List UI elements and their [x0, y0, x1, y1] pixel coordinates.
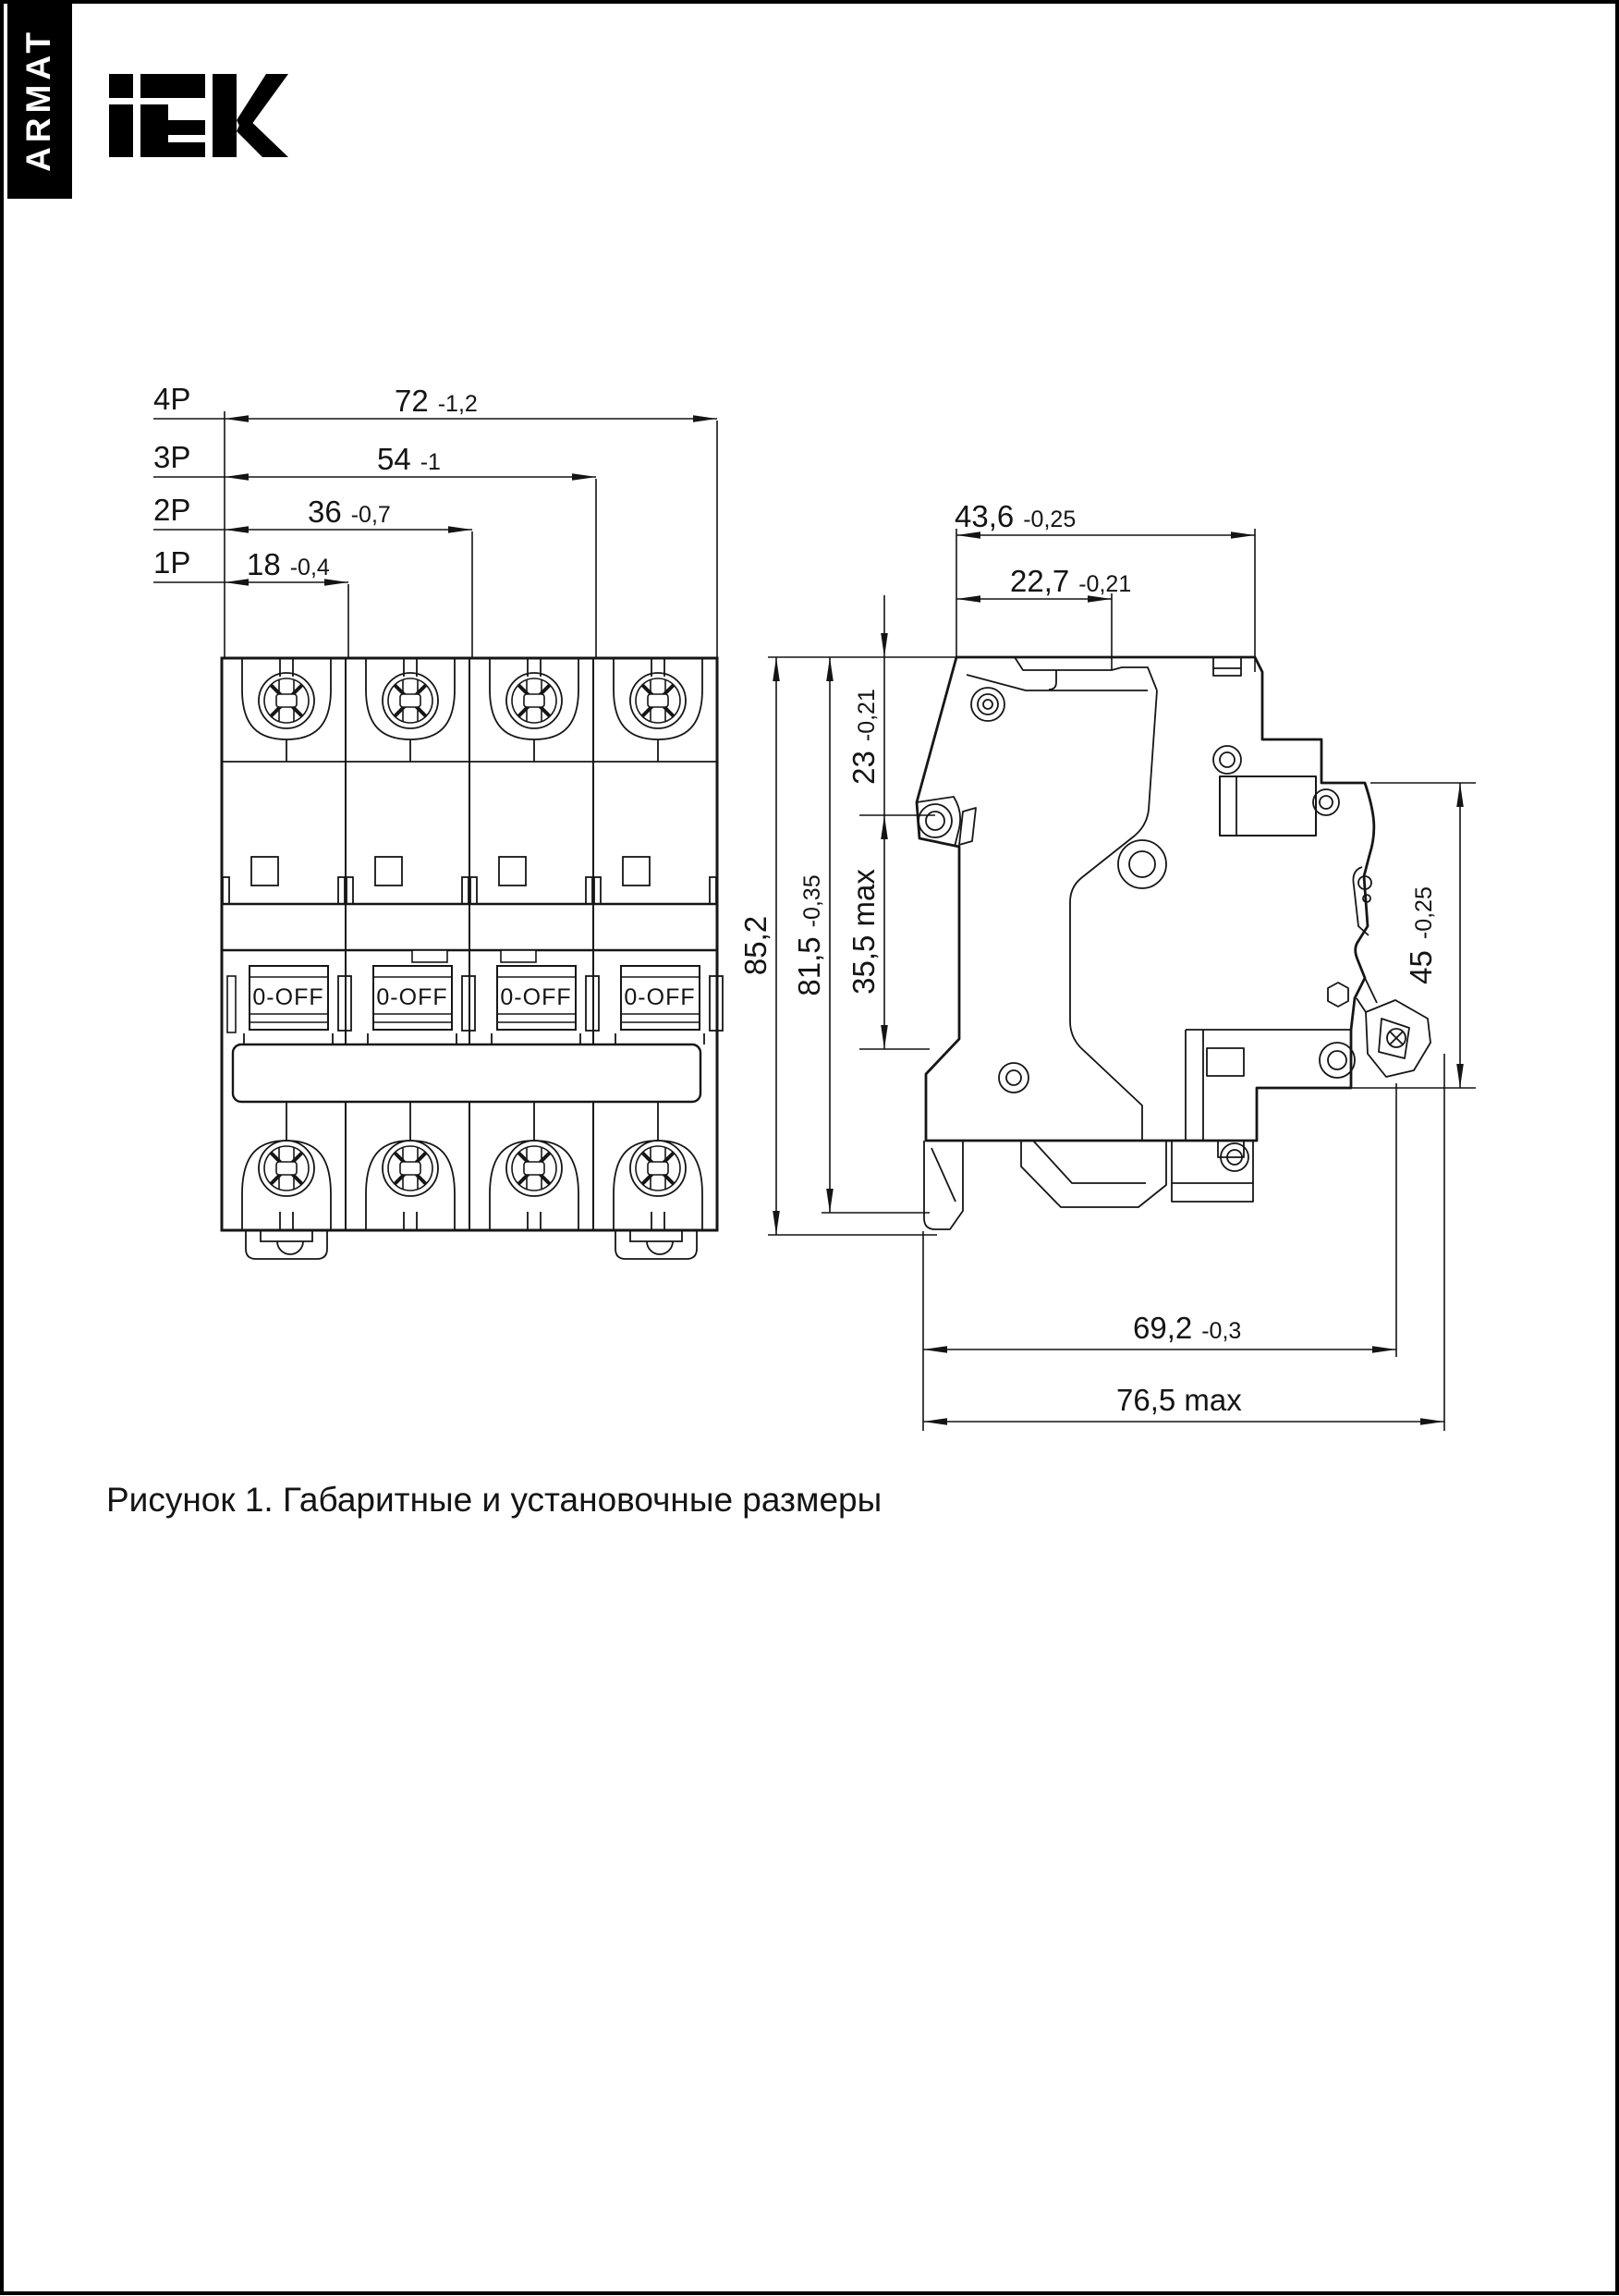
dim-85-2: 85,2: [738, 915, 773, 976]
hexagon-detail: [1328, 983, 1348, 1007]
front-view-dimension-labels: [153, 382, 478, 581]
brand-sidebar: [7, 2, 72, 199]
dim-76-5: 76,5 max: [1116, 1383, 1242, 1417]
dim-36: 36 -0,7: [308, 495, 391, 529]
dim-45: 45-0,25: [1404, 886, 1438, 984]
dim-23: 23-0,21: [846, 689, 881, 785]
dim-43-6: 43,6 -0,25: [955, 499, 1077, 533]
toggle-handle-bar: [233, 1044, 700, 1102]
dim-81-5: 81,5-0,35: [792, 874, 826, 996]
band-notch: [501, 950, 536, 962]
figure-caption: Рисунок 1. Габаритные и установочные размеры: [106, 1481, 883, 1519]
side-body-outline: [917, 657, 1374, 1141]
pole-label-2p: 2P: [153, 493, 191, 527]
dim-72: 72 -1,2: [395, 384, 478, 418]
dim-22-7: 22,7 -0,21: [1010, 564, 1132, 598]
dim-69-2: 69,2 -0,3: [1133, 1311, 1242, 1345]
front-foot-left: [246, 1230, 327, 1259]
dim-35-5: 35,5 max: [846, 869, 881, 995]
side-view: [917, 657, 1430, 1229]
front-view: [222, 658, 723, 1259]
pole-label-4p: 4P: [153, 382, 191, 416]
side-view-dimension-labels: [738, 499, 1438, 1417]
band-notch: [412, 950, 447, 962]
brand-vertical-label: ARMAT: [19, 28, 57, 172]
page-border: [2, 2, 1617, 2293]
dim-54: 54 -1: [377, 442, 441, 476]
inner-pocket: [1070, 690, 1157, 1141]
front-foot-right: [615, 1230, 697, 1259]
switch-label-2: 0-OFF: [376, 984, 448, 1010]
terminal-clamp: [1357, 978, 1430, 1077]
switch-label-4: 0-OFF: [624, 984, 696, 1010]
pole-label-1p: 1P: [153, 545, 191, 580]
side-view-feet: [924, 1141, 1253, 1229]
dim-18: 18 -0,4: [247, 547, 330, 581]
iek-logo: [109, 74, 288, 157]
pole-label-3p: 3P: [153, 440, 191, 474]
edge-rib: [227, 976, 236, 1032]
screw-bosses: [971, 688, 1355, 1171]
switch-label-1: 0-OFF: [252, 984, 324, 1010]
switch-label-3: 0-OFF: [500, 984, 572, 1010]
